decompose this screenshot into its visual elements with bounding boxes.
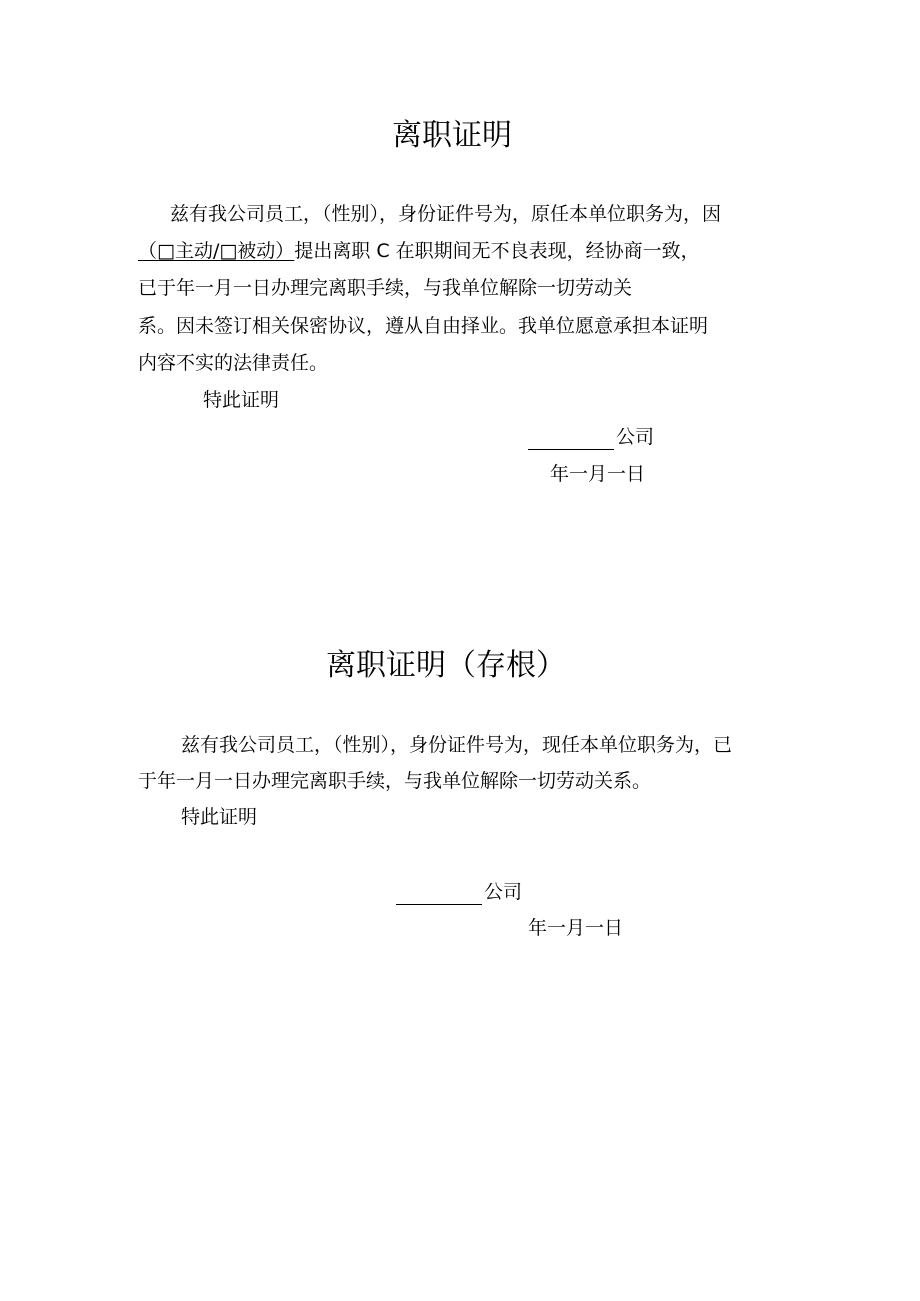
stub-company-name-blank bbox=[396, 884, 482, 905]
certificate-paragraph-line-5: 内容不实的法律责任。 bbox=[138, 352, 329, 374]
stub-date: 年一月一日 bbox=[528, 917, 624, 939]
stub-paragraph-line-2: 于年一月一日办理完离职手续，与我单位解除一切劳动关系。 bbox=[138, 770, 652, 792]
certificate-paragraph-line-2 bbox=[138, 238, 700, 264]
certificate-company-signature bbox=[528, 424, 654, 450]
stub-paragraph-line-1: 兹有我公司员工，（性别），身份证件号为，现任本单位职务为，已 bbox=[181, 734, 733, 756]
stub-company-signature bbox=[396, 879, 522, 905]
certificate-paragraph-line-1: 兹有我公司员工，（性别），身份证件号为，原任本单位职务为，因 bbox=[170, 203, 722, 225]
resignation-type-choice: （□主动/□被动） bbox=[138, 240, 295, 262]
stub-company-suffix: 公司 bbox=[484, 881, 523, 903]
company-name-blank bbox=[528, 429, 614, 450]
certificate-paragraph-line-4: 系。因未签订相关保密协议，遵从自由择业。我单位愿意承担本证明 bbox=[138, 315, 709, 337]
stub-title: 离职证明（存根） bbox=[326, 648, 566, 683]
certificate-date: 年一月一日 bbox=[550, 463, 646, 485]
company-suffix: 公司 bbox=[616, 426, 655, 448]
certificate-closing: 特此证明 bbox=[203, 389, 280, 411]
certificate-paragraph-line-2-rest: 提出离职 C 在职期间无不良表现，经协商一致， bbox=[294, 240, 700, 262]
stub-closing: 特此证明 bbox=[181, 806, 258, 828]
certificate-title: 离职证明 bbox=[392, 118, 512, 153]
certificate-paragraph-line-3: 已于年一月一日办理完离职手续，与我单位解除一切劳动关 bbox=[138, 277, 633, 299]
